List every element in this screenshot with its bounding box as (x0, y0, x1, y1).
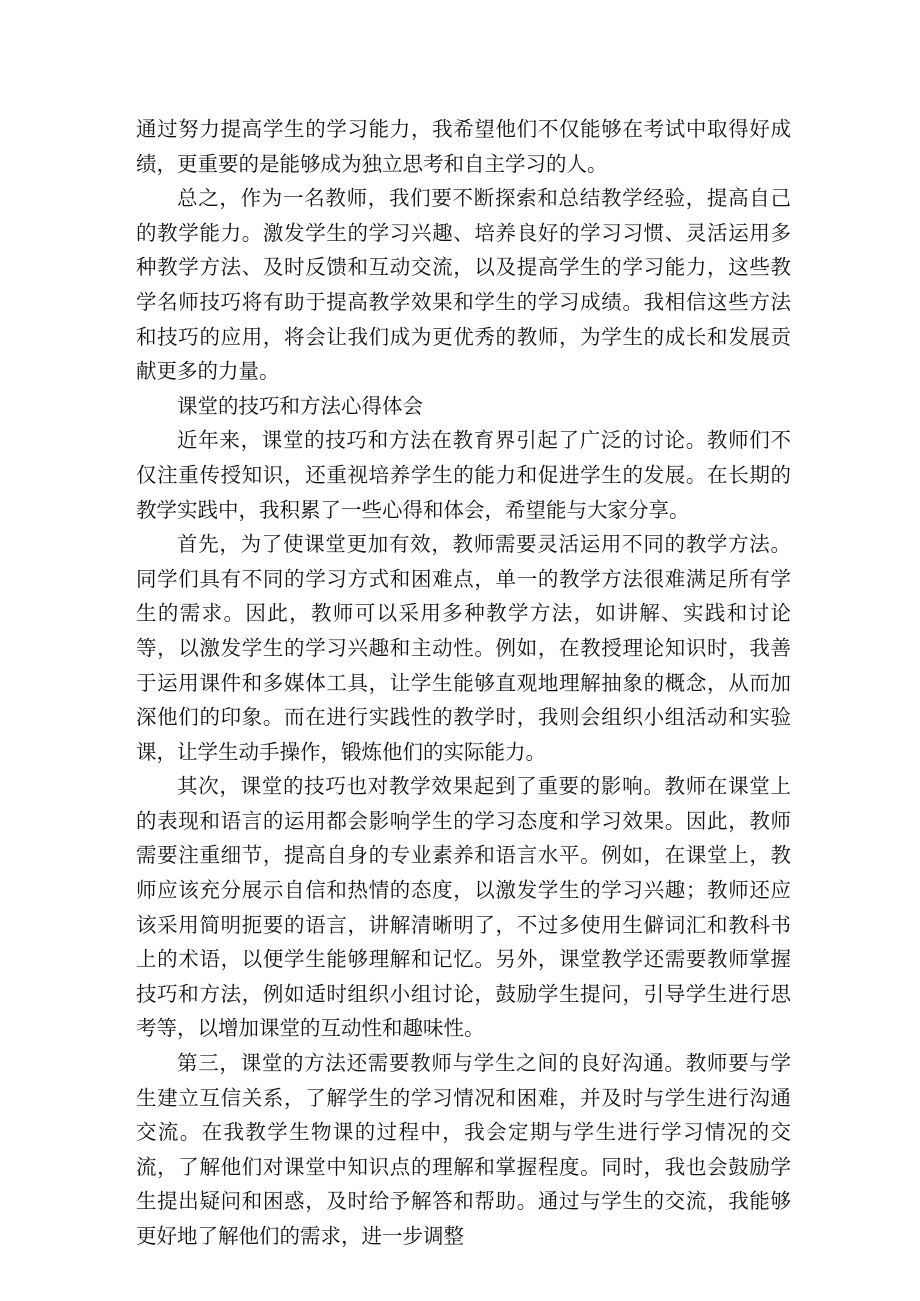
paragraph-summary: 总之，作为一名教师，我们要不断探索和总结教学经验，提高自己的教学能力。激发学生的学习兴趣、培养良好的学习习惯、灵活运用多种教学方法、及时反馈和互动交流，以及提高学生的学习能力，这些教学名师技巧将有助于提高教学效果和学生的学习成绩。我相信这些方法和技巧的应用，将会让我们成为更优秀的教师，为学生的成长和发展贡献更多的力量。 (136, 186, 791, 384)
paragraph-intro: 近年来，课堂的技巧和方法在教育界引起了广泛的讨论。教师们不仅注重传授知识，还重视培养学生的能力和促进学生的发展。在长期的教学实践中，我积累了一些心得和体会，希望能与大家分享。 (136, 428, 791, 522)
document-body (136, 112, 791, 1254)
paragraph-continuation: 通过努力提高学生的学习能力，我希望他们不仅能够在考试中取得好成绩，更重要的是能够成为独立思考和自主学习的人。 (136, 117, 791, 176)
section-heading: 课堂的技巧和方法心得体会 (177, 393, 423, 418)
paragraph-first: 首先，为了使课堂更加有效，教师需要灵活运用不同的教学方法。同学们具有不同的学习方式和困难点，单一的教学方法很难满足所有学生的需求。因此，教师可以采用多种教学方法，如讲解、实践和讨论等，以激发学生的学习兴趣和主动性。例如，在教授理论知识时，我善于运用课件和多媒体工具，让学生能够直观地理解抽象的概念，从而加深他们的印象。而在进行实践性的教学时，我则会组织小组活动和实验课，让学生动手操作，锻炼他们的实际能力。 (136, 532, 791, 764)
paragraph-third: 第三，课堂的方法还需要教师与学生之间的良好沟通。教师要与学生建立互信关系，了解学生的学习情况和困难，并及时与学生进行沟通交流。在我教学生物课的过程中，我会定期与学生进行学习情况的交流，了解他们对课堂中知识点的理解和掌握程度。同时，我也会鼓励学生提出疑问和困惑，及时给予解答和帮助。通过与学生的交流，我能够更好地了解他们的需求，进一步调整 (136, 1051, 791, 1248)
paragraph-second: 其次，课堂的技巧也对教学效果起到了重要的影响。教师在课堂上的表现和语言的运用都会影响学生的学习态度和学习效果。因此，教师需要注重细节，提高自身的专业素养和语言水平。例如，在课堂上，教师应该充分展示自信和热情的态度，以激发学生的学习兴趣；教师还应该采用简明扼要的语言，讲解清晰明了，不过多使用生僻词汇和教科书上的术语，以便学生能够理解和记忆。另外，课堂教学还需要教师掌握技巧和方法，例如适时组织小组讨论，鼓励学生提问，引导学生进行思考等，以增加课堂的互动性和趣味性。 (136, 774, 791, 1041)
